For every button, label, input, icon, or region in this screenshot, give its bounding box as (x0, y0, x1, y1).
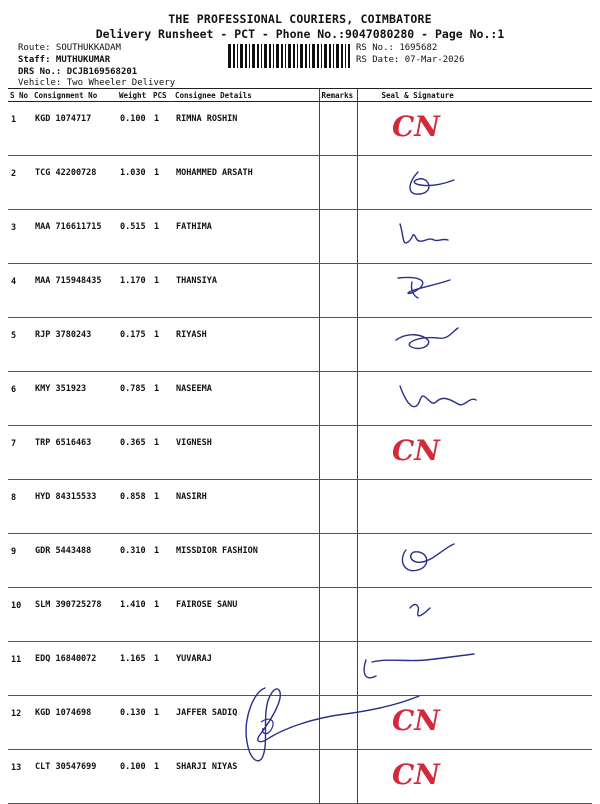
row-consignment-no: GDR 5443488 (32, 534, 117, 588)
table-row (8, 372, 592, 426)
row-weight: 0.130 (117, 696, 151, 750)
row-signature (357, 372, 592, 426)
table-row (8, 210, 592, 264)
row-sno: 7 (8, 426, 32, 480)
signature-scribble (358, 642, 593, 685)
signature-scribble (358, 156, 593, 199)
row-consignment-no: RJP 3780243 (32, 318, 117, 372)
row-consignee: VIGNESH (173, 426, 319, 480)
row-consignment-no: SLM 390725278 (32, 588, 117, 642)
col-header-signature: Seal & Signature (357, 89, 592, 102)
col-header-remarks: Remarks (319, 89, 357, 102)
signature-scribble (358, 372, 593, 415)
col-header-weight: Weight (117, 89, 151, 102)
delivery-staff-signature (225, 680, 475, 780)
col-header-pcs: PCS (151, 89, 173, 102)
row-sno: 6 (8, 372, 32, 426)
row-consignment-no: MAA 715948435 (32, 264, 117, 318)
table-row (8, 480, 592, 534)
row-weight: 1.170 (117, 264, 151, 318)
row-consignee: JAFFER SADIQ (173, 696, 319, 750)
row-remarks (319, 426, 357, 480)
table-row (8, 318, 592, 372)
row-remarks (319, 210, 357, 264)
signature-scribble (358, 480, 593, 523)
row-consignee: RIMNA ROSHIN (173, 102, 319, 156)
row-weight: 0.100 (117, 102, 151, 156)
row-consignment-no: EDQ 16840072 (32, 642, 117, 696)
table-header-row (8, 89, 592, 102)
row-pcs: 1 (151, 426, 173, 480)
signature-scribble (358, 588, 593, 631)
table-row (8, 588, 592, 642)
row-signature (357, 156, 592, 210)
rs-number: RS No.: 1695682 (356, 43, 438, 53)
row-pcs: 1 (151, 696, 173, 750)
row-consignee: MISSDIOR FASHION (173, 534, 319, 588)
col-header-sno: S No (8, 89, 32, 102)
row-remarks (319, 264, 357, 318)
table-row (8, 156, 592, 210)
svg-text:CN: CN (391, 110, 440, 143)
runsheet-subtitle: Delivery Runsheet - PCT - Phone No.:9047080280 - Page No.:1 (95, 27, 505, 41)
row-sno: 4 (8, 264, 32, 318)
row-sno: 12 (8, 696, 32, 750)
col-header-consignee: Consignee Details (173, 89, 319, 102)
row-weight: 0.175 (117, 318, 151, 372)
row-consignee: YUVARAJ (173, 642, 319, 696)
row-consignment-no: KGD 1074717 (32, 102, 117, 156)
row-sno: 3 (8, 210, 32, 264)
row-consignment-no: KMY 351923 (32, 372, 117, 426)
row-weight: 0.515 (117, 210, 151, 264)
row-sno: 1 (8, 102, 32, 156)
row-pcs: 1 (151, 588, 173, 642)
row-consignee: RIYASH (173, 318, 319, 372)
signature-scribble (358, 318, 593, 361)
row-weight: 0.310 (117, 534, 151, 588)
row-sno: 13 (8, 750, 32, 804)
row-sno: 9 (8, 534, 32, 588)
row-consignee: NASIRH (173, 480, 319, 534)
cn-mark (358, 102, 593, 145)
signature-scribble (358, 534, 593, 577)
row-weight: 1.030 (117, 156, 151, 210)
row-remarks (319, 372, 357, 426)
row-remarks (319, 156, 357, 210)
row-signature (357, 534, 592, 588)
row-consignee: SHARJI NIYAS (173, 750, 319, 804)
row-weight: 1.410 (117, 588, 151, 642)
row-consignee: FATHIMA (173, 210, 319, 264)
rs-date: RS Date: 07-Mar-2026 (356, 55, 465, 65)
row-pcs: 1 (151, 750, 173, 804)
row-weight: 0.365 (117, 426, 151, 480)
table-row (8, 426, 592, 480)
row-consignment-no: KGD 1074698 (32, 696, 117, 750)
row-weight: 0.858 (117, 480, 151, 534)
row-consignee: NASEEMA (173, 372, 319, 426)
row-pcs: 1 (151, 318, 173, 372)
row-signature (357, 480, 592, 534)
row-remarks (319, 102, 357, 156)
row-sno: 11 (8, 642, 32, 696)
row-remarks (319, 318, 357, 372)
row-signature (357, 318, 592, 372)
row-remarks (319, 480, 357, 534)
row-pcs: 1 (151, 372, 173, 426)
row-consignment-no: TCG 42200728 (32, 156, 117, 210)
staff-info: Staff: MUTHUKUMAR (18, 55, 111, 65)
signature-scribble (358, 264, 593, 307)
row-consignment-no: HYD 84315533 (32, 480, 117, 534)
route-info: Route: SOUTHUKKADAM (18, 43, 121, 53)
barcode (228, 44, 350, 68)
cn-mark (358, 426, 593, 469)
table-row (8, 102, 592, 156)
row-sno: 10 (8, 588, 32, 642)
row-remarks (319, 588, 357, 642)
row-signature (357, 210, 592, 264)
row-remarks (319, 534, 357, 588)
row-signature (357, 264, 592, 318)
row-consignment-no: MAA 716611715 (32, 210, 117, 264)
table-row (8, 534, 592, 588)
runsheet-title: THE PROFESSIONAL COURIERS, COIMBATORE (168, 12, 432, 26)
svg-text:CN: CN (391, 758, 440, 791)
row-sno: 2 (8, 156, 32, 210)
row-signature (357, 426, 592, 480)
svg-text:CN: CN (391, 704, 440, 737)
row-signature (357, 102, 592, 156)
row-consignee: FAIROSE SANU (173, 588, 319, 642)
row-pcs: 1 (151, 156, 173, 210)
row-weight: 0.100 (117, 750, 151, 804)
vehicle-info: Vehicle: Two Wheeler Delivery (18, 78, 176, 88)
row-pcs: 1 (151, 534, 173, 588)
row-consignment-no: TRP 6516463 (32, 426, 117, 480)
row-pcs: 1 (151, 264, 173, 318)
svg-text:CN: CN (391, 434, 440, 467)
row-sno: 5 (8, 318, 32, 372)
row-weight: 1.165 (117, 642, 151, 696)
row-pcs: 1 (151, 210, 173, 264)
row-pcs: 1 (151, 102, 173, 156)
signature-scribble (358, 210, 593, 253)
drs-number: DRS No.: DCJB169568201 (18, 67, 138, 77)
row-sno: 8 (8, 480, 32, 534)
row-consignee: MOHAMMED ARSATH (173, 156, 319, 210)
table-row (8, 264, 592, 318)
row-consignment-no: CLT 30547699 (32, 750, 117, 804)
col-header-consignment: Consignment No (32, 89, 117, 102)
row-weight: 0.785 (117, 372, 151, 426)
row-pcs: 1 (151, 480, 173, 534)
row-consignee: THANSIYA (173, 264, 319, 318)
row-signature (357, 588, 592, 642)
row-pcs: 1 (151, 642, 173, 696)
